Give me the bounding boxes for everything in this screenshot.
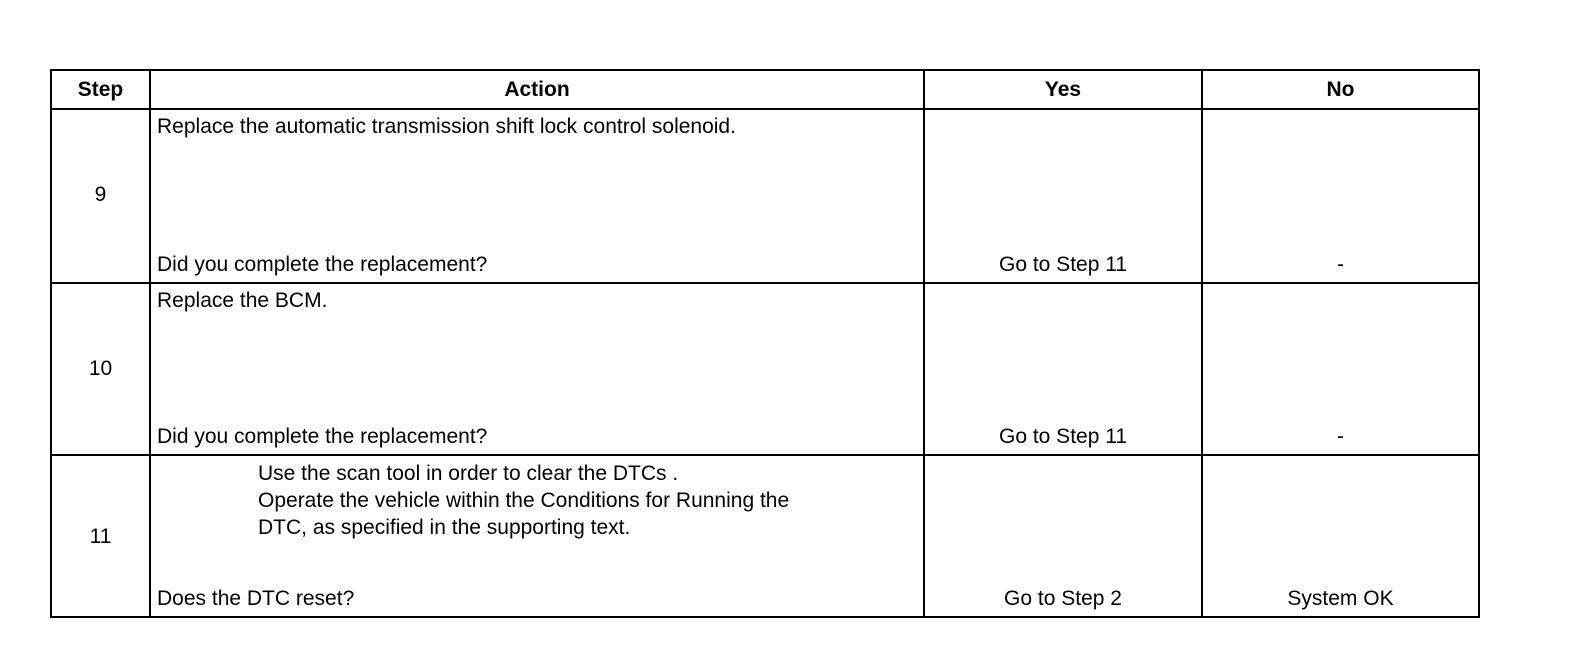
no-result: - <box>1337 425 1344 448</box>
table-row <box>51 109 1479 283</box>
no-cell <box>1202 109 1479 283</box>
action-line: Operate the vehicle within the Conditions for Running the <box>258 489 790 512</box>
table-row <box>51 283 1479 455</box>
diagnostic-table <box>50 69 1480 618</box>
step-cell <box>51 283 150 455</box>
action-text: Replace the automatic transmission shift lock control solenoid. <box>157 115 736 138</box>
yes-result: Go to Step 11 <box>998 425 1128 448</box>
action-cell <box>150 109 924 283</box>
step-cell <box>51 109 150 283</box>
header-step: Step <box>51 70 150 109</box>
table-header-row <box>51 70 1479 109</box>
step-cell <box>51 455 150 617</box>
action-question: Did you complete the replacement? <box>157 425 488 448</box>
no-cell <box>1202 283 1479 455</box>
step-number: 9 <box>94 183 107 206</box>
no-result: System OK <box>1287 587 1394 610</box>
action-cell <box>150 455 924 617</box>
action-cell <box>150 283 924 455</box>
action-line: DTC, as specified in the supporting text. <box>258 516 631 539</box>
yes-cell <box>924 109 1202 283</box>
yes-result: Go to Step 11 <box>998 253 1128 276</box>
action-question: Did you complete the replacement? <box>157 253 488 276</box>
step-number: 11 <box>89 525 112 548</box>
header-no: No <box>1202 70 1479 109</box>
header-action: Action <box>150 70 924 109</box>
yes-result: Go to Step 2 <box>1004 587 1122 610</box>
header-yes: Yes <box>924 70 1202 109</box>
action-text: Replace the BCM. <box>157 289 328 312</box>
yes-cell <box>924 455 1202 617</box>
table-row <box>51 455 1479 617</box>
action-question: Does the DTC reset? <box>157 587 355 610</box>
action-line: Use the scan tool in order to clear the DTCs . <box>258 462 679 485</box>
no-cell <box>1202 455 1479 617</box>
yes-cell <box>924 283 1202 455</box>
action-instructions <box>258 460 917 541</box>
no-result: - <box>1337 253 1344 276</box>
step-number: 10 <box>88 357 113 380</box>
